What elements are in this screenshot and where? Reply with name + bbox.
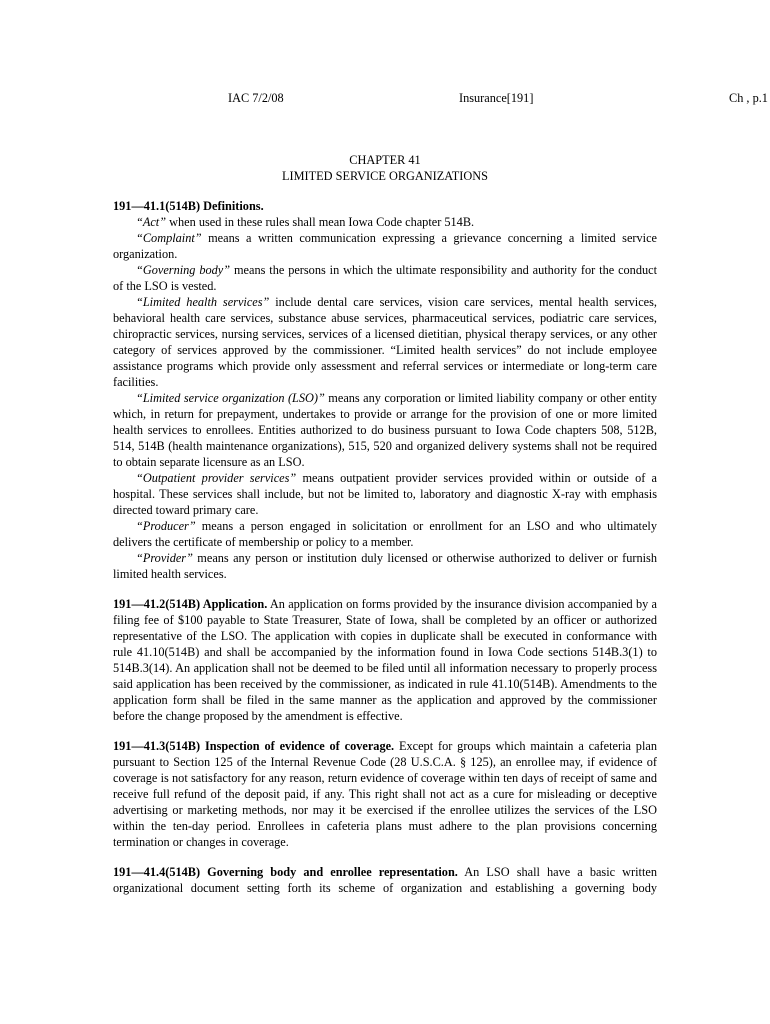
definition-limited-health-services bbox=[113, 294, 657, 390]
definition-text: means outpatient provider services provided within or outside of a hospital. These services shall include, but not be limited to, laboratory and diagnostic X-ray with emphasis directed toward primary care. bbox=[113, 471, 657, 517]
rule-heading-text: 191—41.2(514B) Application. bbox=[113, 597, 268, 611]
definition-term: “Complaint” bbox=[136, 231, 202, 245]
definition-text: means any person or institution duly licensed or otherwise authorized to deliver or furnish limited health services. bbox=[113, 551, 657, 581]
definition-text: means the persons in which the ultimate responsibility and authority for the conduct of the LSO is vested. bbox=[113, 263, 658, 293]
definition-lso bbox=[113, 390, 657, 470]
definition-act bbox=[113, 214, 657, 230]
rule-heading bbox=[113, 198, 657, 214]
definition-producer bbox=[113, 518, 657, 550]
rule-heading-text: 191—41.4(514B) Governing body and enrollee representation. bbox=[113, 865, 458, 879]
definition-text: means a person engaged in solicitation or enrollment for an LSO and who ultimately delivers the certificate of membership or policy to a member. bbox=[113, 519, 657, 549]
rule-paragraph bbox=[113, 738, 657, 850]
rule-heading-text: 191—41.1(514B) Definitions. bbox=[113, 199, 264, 213]
chapter-number: CHAPTER 41 bbox=[349, 153, 421, 167]
definition-term: “Provider” bbox=[136, 551, 193, 565]
rule-text: Except for groups which maintain a cafeteria plan pursuant to Section 125 of the Internal Revenue Code (28 U.S.C.A. § 125), an enrollee may, if evidence of coverage is not satisfactory for any reason, return evidence of coverage within ten days of receipt of same and receive full refund of the deposit paid, if any. This right shall not act as a cure for misleading or deceptive advertising or marketing methods, nor may it be exercised if the enrollee utilizes the services of the LSO within the ten-day period. Enrollees in cafeteria plans must adhere to the plan provisions concerning termination or changes in coverage. bbox=[113, 739, 657, 849]
definition-term: “Outpatient provider services” bbox=[136, 471, 297, 485]
header-date: IAC 7/2/08 bbox=[228, 91, 284, 105]
definition-governing-body bbox=[113, 262, 657, 294]
document-body bbox=[113, 198, 657, 910]
rule-heading-text: 191—41.3(514B) Inspection of evidence of coverage. bbox=[113, 739, 395, 753]
definition-complaint bbox=[113, 230, 657, 262]
rule-text: An LSO shall have a basic written organizational document setting forth its scheme of organization and establishing a governing body bbox=[113, 865, 657, 895]
header-page-number: Ch , p.1 bbox=[729, 91, 768, 105]
definition-text: include dental care services, vision care services, mental health services, behavioral health care services, substance abuse services, pharmaceutical services, podiatric care services, chiropractic services, nursing services, services of a licensed dietitian, physical therapy services, or any other category of services approved by the commissioner. “Limited health services” do not include employee assistance programs which provide only assessment and referral services or intermediate or long-term care facilities. bbox=[113, 295, 658, 389]
definition-term: “Limited service organization (LSO)” bbox=[136, 391, 325, 405]
definition-provider bbox=[113, 550, 657, 582]
definition-outpatient-provider-services bbox=[113, 470, 657, 518]
definition-term: “Act” bbox=[136, 215, 167, 229]
definition-text: when used in these rules shall mean Iowa Code chapter 514B. bbox=[166, 215, 475, 229]
rule-application bbox=[113, 596, 657, 724]
definition-text: means any corporation or limited liability company or other entity which, in return for prepayment, undertakes to provide or arrange for the provision of one or more limited health services to enrollees. Entities authorized to do business pursuant to Iowa Code chapters 508, 512B, 514, 514B (health maintenance organizations), 515, 520 and organized delivery systems shall not be required to obtain separate licensure as an LSO. bbox=[113, 391, 658, 469]
definition-text: means a written communication expressing a grievance concerning a limited service organization. bbox=[113, 231, 657, 261]
definition-term: “Governing body” bbox=[136, 263, 231, 277]
rule-definitions bbox=[113, 198, 657, 582]
rule-paragraph bbox=[113, 864, 657, 896]
chapter-heading bbox=[113, 152, 657, 184]
rule-governing-body bbox=[113, 864, 657, 896]
running-header bbox=[0, 90, 770, 106]
definition-term: “Producer” bbox=[136, 519, 196, 533]
chapter-title: LIMITED SERVICE ORGANIZATIONS bbox=[282, 169, 488, 183]
definition-term: “Limited health services” bbox=[136, 295, 270, 309]
rule-text: An application on forms provided by the insurance division accompanied by a filing fee of $100 payable to State Treasurer, State of Iowa, shall be completed by an officer or authorized representative of the LSO. The application with copies in duplicate shall be executed in conformance with rule 41.10(514B) and shall be accompanied by the information found in Iowa Code sections 514B.3(1) to 514B.3(14). An application shall not be deemed to be filed until all information necessary to properly process said application has been received by the commissioner, as indicated in rule 41.10(514B). Amendments to the application form shall be filed in the same manner as the application and approved by the commissioner before the change proposed by the amendment is effective. bbox=[113, 597, 657, 723]
rule-inspection-of-evidence bbox=[113, 738, 657, 850]
header-title: Insurance[191] bbox=[459, 91, 534, 105]
rule-paragraph bbox=[113, 596, 657, 724]
